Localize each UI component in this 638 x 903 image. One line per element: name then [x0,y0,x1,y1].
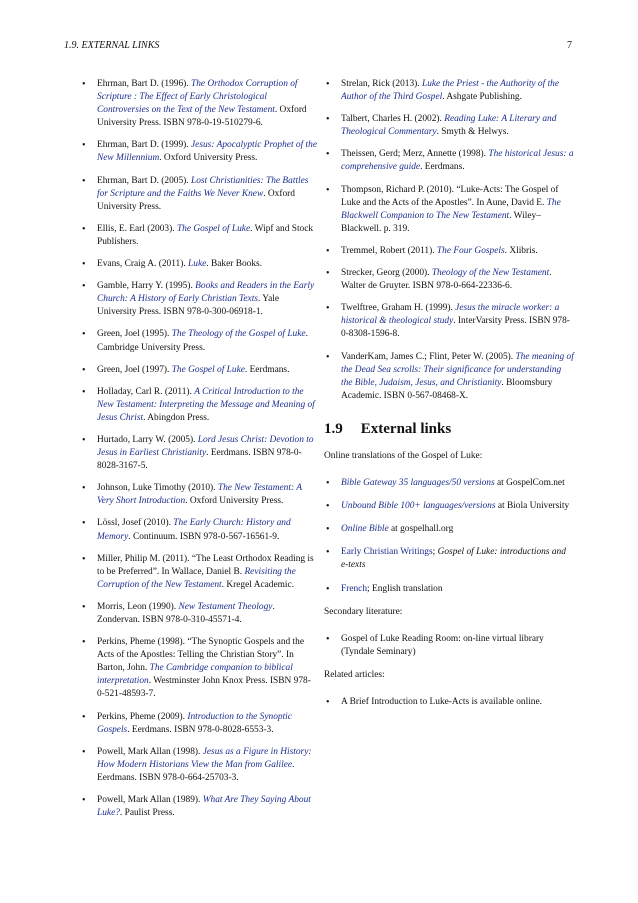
reference-author: VanderKam, James C.; Flint, Peter W. (2005). [341,351,516,362]
reference-author: Theissen, Gerd; Merz, Annette (1998). [341,149,489,160]
reference-item [324,148,574,174]
reference-author: Evans, Craig A. (2011). [97,259,189,270]
reference-item [80,139,318,165]
reference-publisher: . InterVarsity Press. ISBN 978-0-8308-1596-8. [341,316,570,340]
reference-item [80,258,318,271]
reference-author: Hurtado, Larry W. (2005). [97,434,198,445]
reference-title-link[interactable]: Jesus the miracle worker: a historical & theological study [341,303,560,327]
reference-author: Tremmel, Robert (2011). [341,245,437,256]
reference-item [80,175,318,214]
external-link[interactable]: Unbound Bible 100+ languages/versions [341,501,496,512]
reference-list-left [80,78,318,820]
reference-title-link[interactable]: The Early Church: History and Memory [97,518,291,542]
reference-publisher: . Eerdmans. [244,364,290,375]
reference-publisher: . Continuum. ISBN 978-0-567-16561-9. [128,531,280,542]
reference-publisher: . Zondervan. ISBN 978-0-310-45571-4. [97,601,275,625]
reference-publisher: . Wiley–Blackwell. p. 319. [341,210,541,234]
page-number: 7 [567,40,572,51]
reference-title-link[interactable]: Books and Readers in the Early Church: A History of Early Christian Texts [97,281,315,305]
reference-publisher: . Eerdmans. ISBN 978-0-664-25703-3. [97,759,295,783]
reference-author: Ehrman, Bart D. (2005). [97,175,191,186]
reference-title-link[interactable]: The Four Gospels [436,245,505,256]
reference-author: Green, Joel (1997). [97,364,172,375]
reference-author: Perkins, Pheme (1998). “The Synoptic Gospels and the Acts of the Apostles: Telling the Christian Story”. In Barton, John. [97,637,304,674]
reference-title-link[interactable]: A Critical Introduction to the New Testament: Interpreting the Message and Meaning of Jesus Christ [97,386,315,423]
reference-item [80,280,318,319]
reference-title-link[interactable]: Luke the Priest - the Authority of the Author of the Third Gospel [341,79,560,103]
reference-publisher: . Smyth & Helwys. [436,127,509,138]
reference-author: Strecker, Georg (2000). [341,268,432,279]
reference-title-link[interactable]: Jesus as a Figure in History: How Modern Historians View the Man from Galilee [97,746,312,770]
reference-publisher: . Cambridge University Press. [97,329,308,353]
reference-item [80,517,318,543]
reference-title-link[interactable]: Lost Christianities: The Battles for Scripture and the Faiths We Never Knew [97,175,309,199]
reference-title-link[interactable]: The meaning of the Dead Sea scrolls: Their significance for understanding the Bible, Judaism, Jesus, and Christianity [341,351,574,388]
external-link-note: at Biola University [495,501,570,512]
reference-item [80,364,318,377]
reference-title-link[interactable]: The Blackwell Companion to The New Testament [341,197,561,221]
reference-author: Talbert, Charles H. (2002). [341,114,445,125]
reference-title-link[interactable]: Luke [188,259,207,270]
reference-item [80,78,318,130]
reference-item [324,351,574,403]
reference-item [80,223,318,249]
reference-title-link[interactable]: The Orthodox Corruption of Scripture : The Effect of Early Christological Controversies on the Text of the New Testament [97,79,298,116]
reference-item [80,794,318,820]
external-link-note-italic: Gospel of Luke: introductions and e-texts [341,547,566,571]
reference-publisher: . Wipf and Stock Publishers. [97,223,314,247]
reference-author: Green, Joel (1995). [97,329,172,340]
related-intro: Related articles: [324,669,385,680]
reference-title-link[interactable]: What Are They Saying About Luke? [97,795,311,819]
reference-item [80,386,318,425]
reference-author: Lössl, Josef (2010). [97,518,174,529]
reference-item [80,636,318,701]
reference-title-link[interactable]: The Gospel of Luke [171,364,245,375]
reference-publisher: . Oxford University Press. [185,496,284,507]
related-link-text[interactable]: A Brief Introduction to Luke-Acts is available online. [341,697,542,707]
reference-item [324,267,574,293]
external-link[interactable]: Bible Gateway 35 languages/50 versions [341,478,495,489]
reference-item [80,553,318,592]
reference-publisher: . Westminster John Knox Press. ISBN 978-0-521-48593-7. [97,676,311,700]
reference-author: Miller, Philip M. (2011). “The Least Orthodox Reading is to be Preferred”. In Wallace, Daniel B. [97,553,314,577]
reference-author: Ehrman, Bart D. (1996). [97,79,191,89]
secondary-link [324,633,574,659]
reference-author: Perkins, Pheme (2009). [97,711,188,722]
online-intro: Online translations of the Gospel of Luke: [324,450,483,461]
reference-item [324,184,574,236]
reference-author: Strelan, Rick (2013). [341,79,422,89]
reference-title-link[interactable]: The New Testament: A Very Short Introduction [97,483,302,507]
reference-publisher: . Eerdmans. [420,162,465,173]
right-column [324,78,574,719]
reference-publisher: . Walter de Gruyter. ISBN 978-0-664-22336-6. [341,268,552,292]
reference-title-link[interactable]: The Cambridge companion to biblical interpretation [97,663,293,687]
reference-author: Holladay, Carl R. (2011). [97,386,195,397]
external-link-item [324,546,574,572]
header-section: 1.9. EXTERNAL LINKS [64,40,160,51]
reference-publisher: . Yale University Press. ISBN 978-0-300-06918-1. [97,294,280,318]
reference-author: Ellis, E. Earl (2003). [97,223,177,234]
reference-item [324,245,574,258]
reference-title-link[interactable]: The historical Jesus: a comprehensive guide [341,149,574,173]
reference-author: Morris, Leon (1990). [97,601,179,612]
external-link-note: at GospelCom.net [494,478,565,489]
external-link-item [324,583,574,596]
reference-item [80,711,318,737]
reference-title-link[interactable]: The Gospel of Luke [176,223,251,234]
reference-item [80,328,318,354]
reference-item [80,434,318,473]
reference-publisher: . Paulist Press. [119,808,175,819]
external-link[interactable]: Early Christian Writings [341,547,433,558]
reference-title-link[interactable]: Introduction to the Synoptic Gospels [97,711,292,735]
reference-title-link[interactable]: Revisiting the Corruption of the New Testament [97,566,296,590]
external-link-item [324,523,574,536]
reference-item [80,746,318,785]
external-link-item [324,477,574,490]
reference-item [80,482,318,508]
external-link-note: ; English translation [367,583,443,594]
running-header [64,40,572,54]
reference-title-link[interactable]: Lord Jesus Christ: Devotion to Jesus in Earliest Christianity [97,434,314,459]
reference-author: Johnson, Luke Timothy (2010). [97,483,218,494]
reference-item [80,601,318,627]
related-link [324,696,574,709]
reference-item [324,113,574,139]
related-links-list [324,696,574,709]
reference-author: Thompson, Richard P. (2010). “Luke-Acts: The Gospel of Luke and the Acts of the Apostles”. In Aune, David E. [341,184,559,208]
external-link-note: ; Gospel of Luke: introductions and e-texts [341,547,566,571]
reference-item [324,302,574,341]
reference-author: Powell, Mark Allan (1998). [97,746,203,757]
external-link-item [324,500,574,513]
left-column [80,78,318,829]
external-link-note: at gospelhall.org [388,524,454,535]
secondary-link-text[interactable]: Gospel of Luke Reading Room: on-line virtual library (Tyndale Seminary) [341,633,544,657]
reference-title-link[interactable]: Theology of the New Testament [431,268,550,279]
section-number: 1.9 [324,420,343,437]
reference-title-link[interactable]: Jesus: Apocalyptic Prophet of the New Millennium [97,140,318,164]
reference-publisher: . Baker Books. [206,259,263,270]
reference-author: Ehrman, Bart D. (1999). [97,140,191,151]
reference-title-link[interactable]: New Testament Theology [178,601,273,612]
reference-publisher: . Oxford University Press. [97,188,295,212]
reference-title-link[interactable]: Reading Luke: A Literary and Theological Commentary [341,114,557,138]
reference-list-right [324,78,574,403]
reference-author: Twelftree, Graham H. (1999). [341,303,456,314]
secondary-links-list [324,633,574,659]
reference-publisher: . Ashgate Publishing. [442,92,522,103]
reference-publisher: . Abingdon Press. [143,412,210,423]
reference-publisher: . Oxford University Press. ISBN 978-0-19-510279-6. [97,105,307,129]
external-link[interactable]: Online Bible [341,524,389,535]
reference-author: Powell, Mark Allan (1989). [97,795,203,806]
section-title: External links [360,420,452,437]
reference-author: Gamble, Harry Y. (1995). [97,281,196,292]
external-link[interactable]: French [341,583,368,594]
reference-publisher: . Xlibris. [504,245,538,256]
reference-publisher: . Bloomsbury Academic. ISBN 0-567-08468-X. [341,377,553,401]
reference-title-link[interactable]: The Theology of the Gospel of Luke [171,329,306,340]
secondary-intro: Secondary literature: [324,606,403,617]
reference-publisher: . Eerdmans. ISBN 978-0-8028-6553-3. [127,724,274,735]
reference-publisher: . Eerdmans. ISBN 978-0-8028-3167-5. [97,448,302,472]
reference-item [324,78,574,104]
reference-publisher: . Oxford University Press. [159,153,258,164]
section-heading [324,420,574,437]
online-links-list [324,477,574,596]
reference-publisher: . Kregel Academic. [221,579,295,590]
